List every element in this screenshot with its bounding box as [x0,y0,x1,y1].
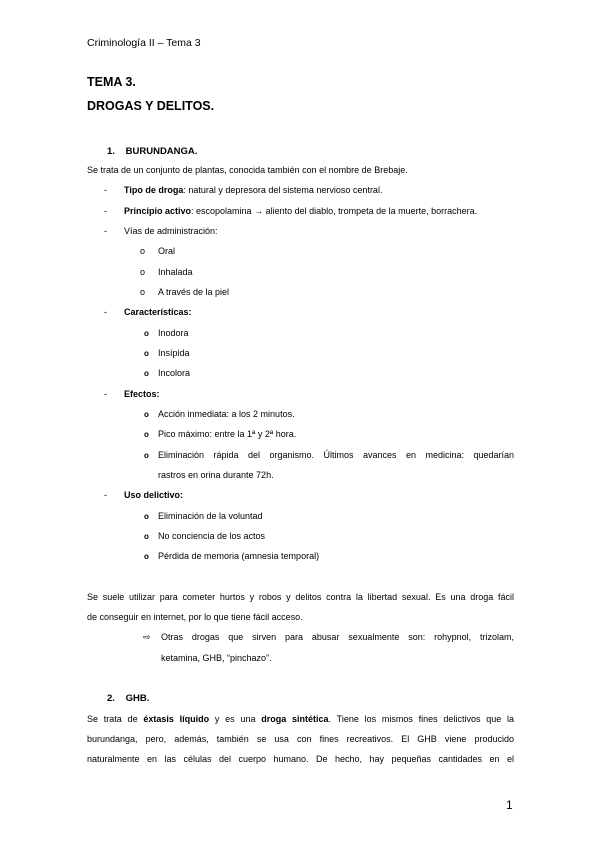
text-run-bold: éxtasis líquido [143,714,210,724]
section-2-number: 2. [107,693,115,704]
page-number: 1 [506,798,513,812]
section-2-heading [107,693,149,704]
circle-bullet: o [144,349,149,358]
caracteristicas-label: Características: [124,307,192,317]
section-2-line [87,714,514,725]
list-item: Pico máximo: entre la 1ª y 2ª hora. [158,429,297,439]
list-item: Eliminación rápida del organismo. Últimos avances en medicina: quedarían [158,450,514,460]
list-item: No conciencia de los actos [158,531,266,541]
paragraph-line: de conseguir en internet, por lo que tiene fácil acceso. [87,612,303,622]
doc-subtitle: DROGAS Y DELITOS. [87,99,215,113]
text-run: y es una [209,714,262,724]
list-item: Inodora [158,328,189,338]
dash-bullet: - [104,226,107,236]
tipo-droga-item [124,185,382,196]
paragraph-line: Se suele utilizar para cometer hurtos y robos y delitos contra la libertad sexual. Es una droga fácil [87,592,514,602]
list-item: A través de la piel [158,287,230,297]
arrow-note-line: Otras drogas que sirven para abusar sexualmente son: rohypnol, trizolam, [161,632,514,642]
circle-bullet: o [144,532,149,541]
tipo-droga-label: Tipo de droga [124,185,184,195]
tipo-droga-text: : natural y depresora del sistema nervioso central. [183,185,383,195]
section-2-line: burundanga, pero, además, también se usa con fines recreativos. El GHB viene producido [87,734,514,744]
circle-bullet: o [144,329,149,338]
text-run: . Tiene los mismos fines delictivos que la [328,714,515,724]
list-item: Acción inmediata: a los 2 minutos. [158,409,295,419]
list-item: Inhalada [158,267,193,277]
page-header: Criminología II – Tema 3 [87,37,201,49]
circle-bullet: o [140,267,146,277]
section-1-title: BURUNDANGA. [125,146,198,157]
circle-bullet: o [144,552,149,561]
circle-bullet: o [144,430,149,439]
list-item-continued: rastros en orina durante 72h. [158,470,274,480]
arrow-bullet-icon: ⇨ [143,632,151,642]
section-1-heading [107,146,197,157]
circle-bullet: o [140,246,146,256]
dash-bullet: - [104,389,107,399]
circle-bullet: o [140,287,146,297]
vias-label: Vías de administración: [124,226,218,236]
efectos-label: Efectos: [124,389,160,399]
circle-bullet: o [144,369,149,378]
list-item: Oral [158,246,176,256]
section-2-line: naturalmente en las células del cuerpo humano. De hecho, hay pequeñas cantidades en el [87,754,514,764]
section-1-intro: Se trata de un conjunto de plantas, conocida también con el nombre de Brebaje. [87,165,408,175]
arrow-note-line: ketamina, GHB, “pinchazo”. [161,653,272,663]
uso-delictivo-label: Uso delictivo: [124,490,184,500]
text-run: Se trata de [87,714,144,724]
list-item: Eliminación de la voluntad [158,511,263,521]
circle-bullet: o [144,410,149,419]
principio-activo-label: Principio activo [124,206,192,216]
dash-bullet: - [104,490,107,500]
dash-bullet: - [104,185,107,195]
list-item: Pérdida de memoria (amnesia temporal) [158,551,320,561]
principio-activo-item [124,206,477,217]
section-2-title: GHB. [125,693,150,704]
list-item: Incolora [158,368,191,378]
circle-bullet: o [144,512,149,521]
list-item: Insípida [158,348,190,358]
text-run-bold: droga sintética [261,714,329,724]
section-1-number: 1. [107,146,115,157]
doc-title: TEMA 3. [87,75,136,89]
principio-activo-text: : escopolamina → aliento del diablo, trompeta de la muerte, borrachera. [191,206,478,216]
circle-bullet: o [144,451,149,460]
dash-bullet: - [104,307,107,317]
dash-bullet: - [104,206,107,216]
